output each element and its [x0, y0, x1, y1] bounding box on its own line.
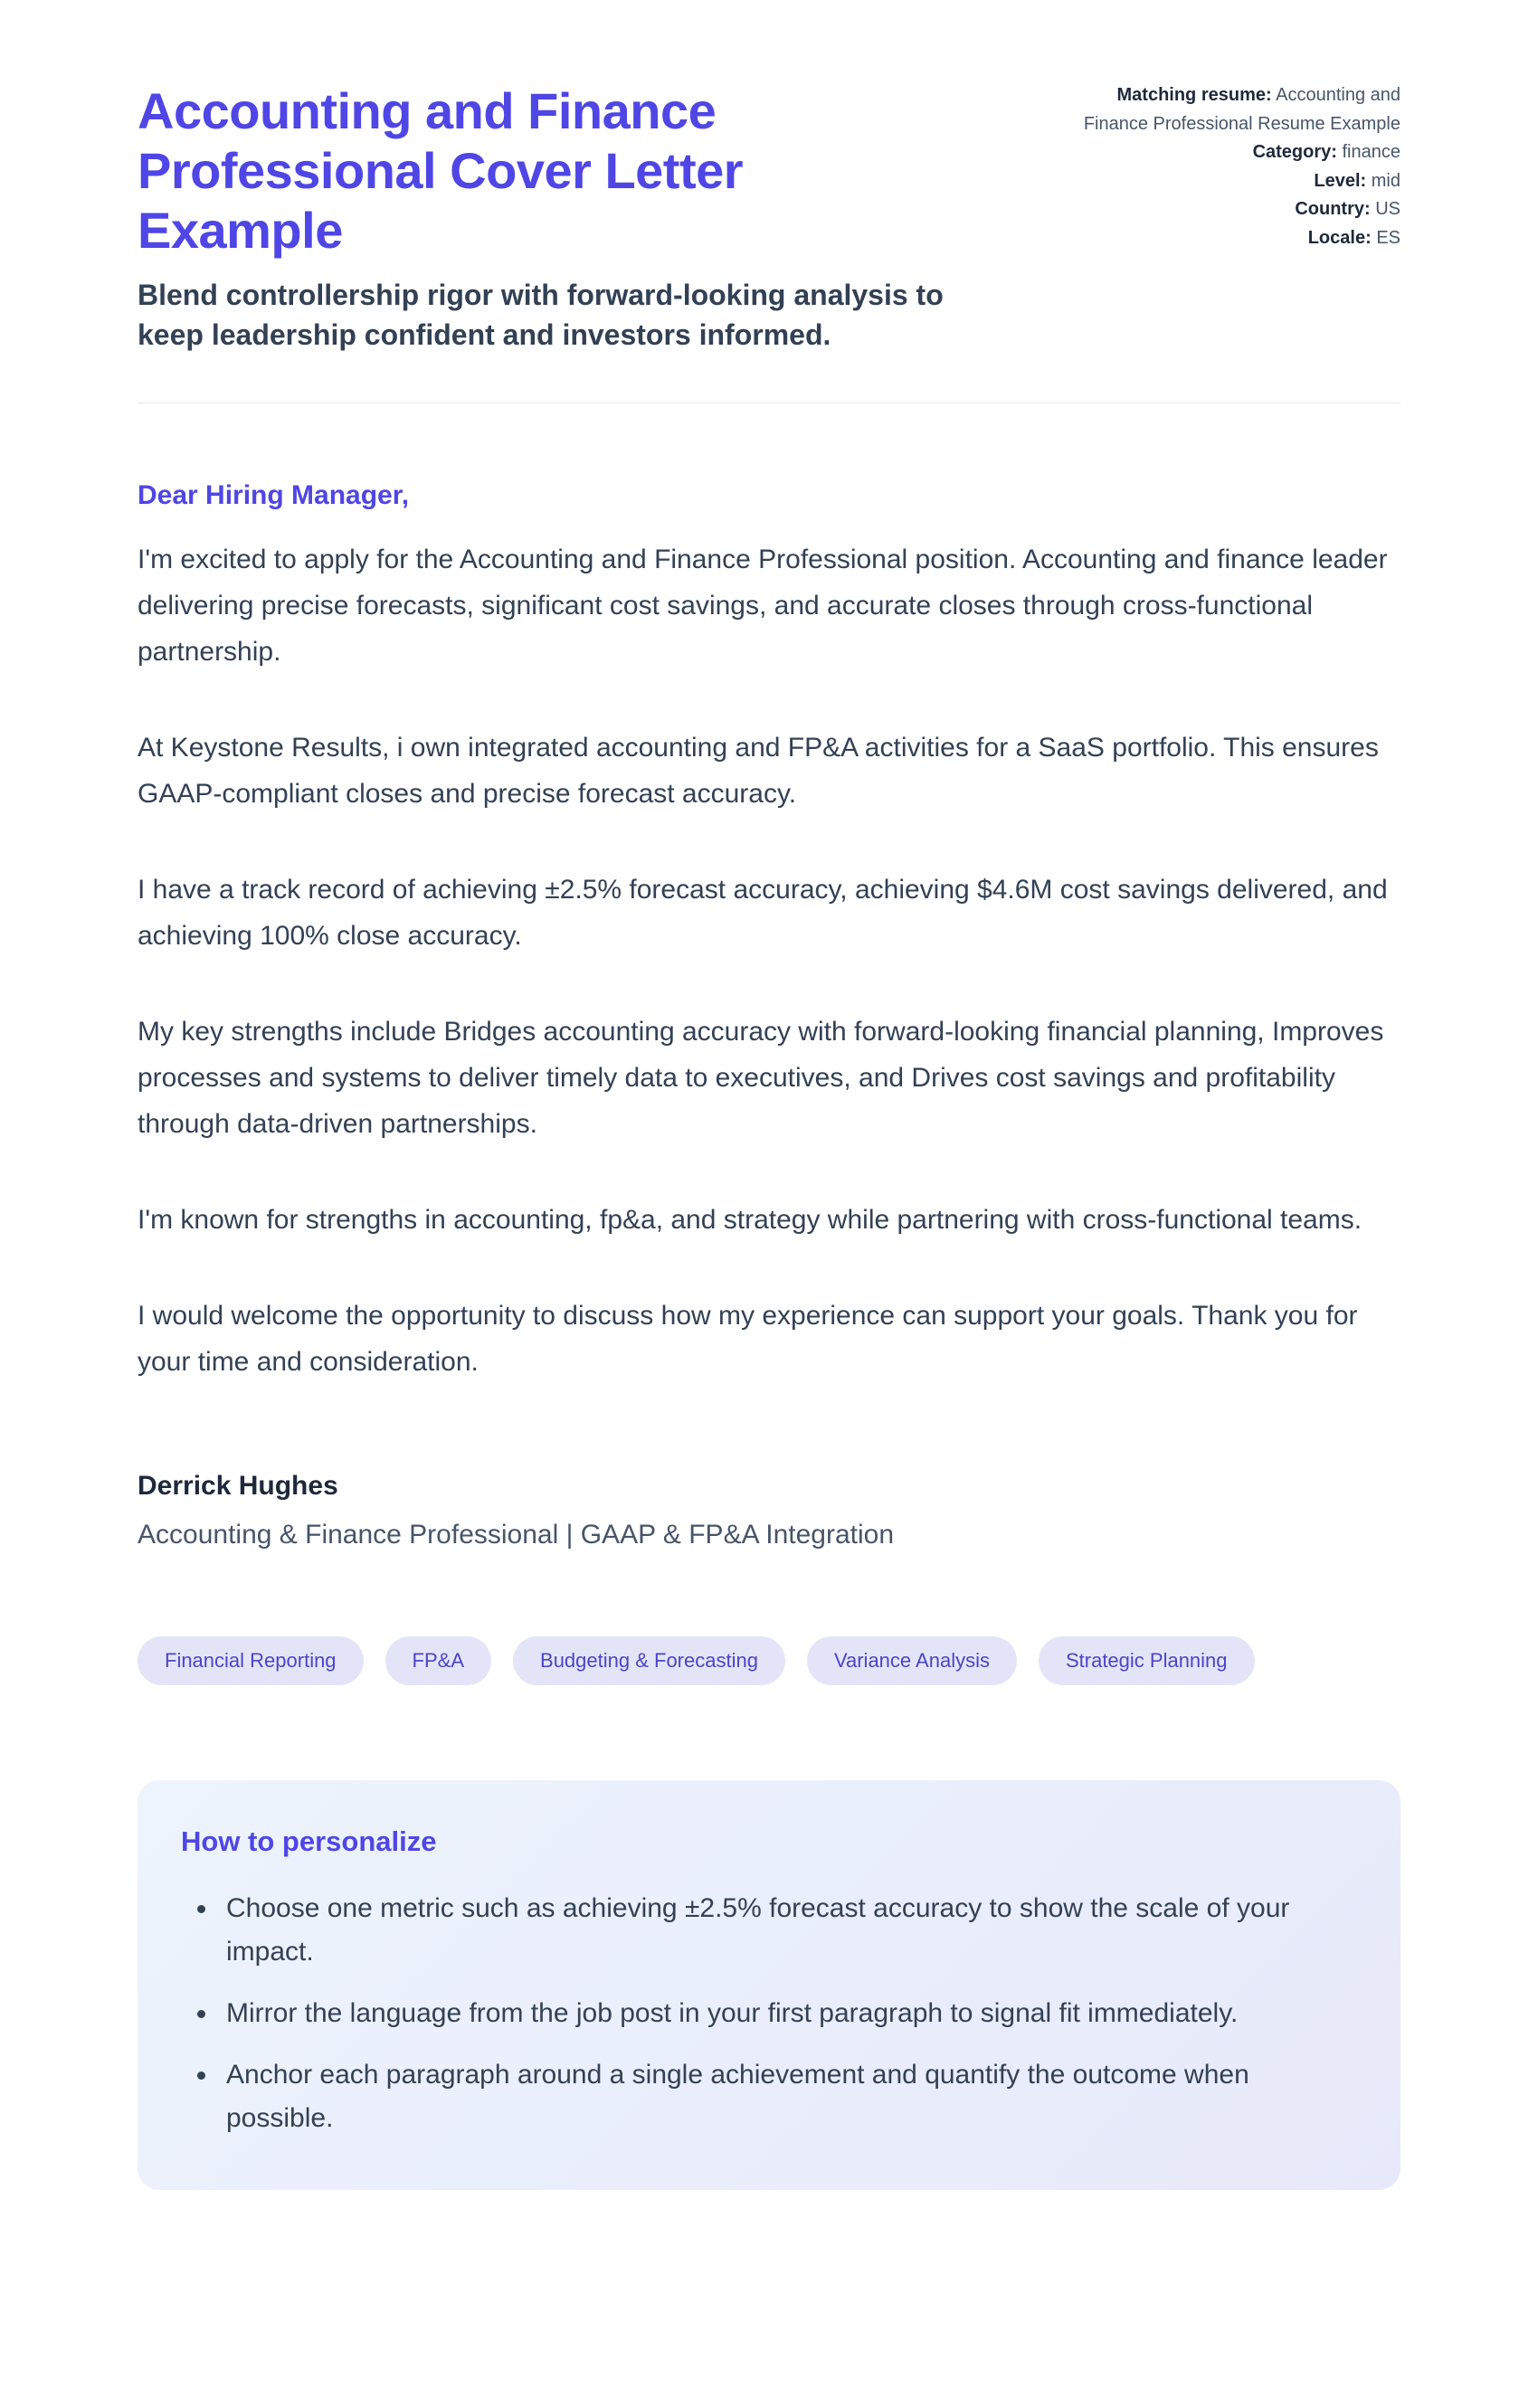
meta-row-country: [1048, 195, 1400, 224]
personalize-heading: How to personalize: [181, 1825, 437, 1857]
salutation: Dear Hiring Manager,: [138, 479, 410, 510]
skill-tag-fpa: FP&A: [385, 1636, 491, 1685]
meta-label: Level:: [1314, 170, 1367, 191]
skill-tag-variance-analysis: Variance Analysis: [807, 1636, 1017, 1685]
meta-value: finance: [1342, 142, 1400, 163]
skill-tag-financial-reporting: Financial Reporting: [138, 1636, 364, 1685]
page-title: Accounting and Finance Professional Cover Letter Example: [138, 82, 744, 260]
meta-value: ES: [1376, 227, 1400, 248]
personalize-tip: • Mirror the language from the job post in your first paragraph to signal fit immediately.: [219, 1992, 1351, 2035]
header-title-block: [138, 81, 952, 356]
letter-paragraph: I would welcome the opportunity to discuss how my experience can support your goals. Thank you for your time and consideration.: [138, 1300, 1358, 1377]
resume-meta: [1048, 81, 1400, 253]
meta-label: Category:: [1252, 142, 1337, 163]
meta-row-locale: [1048, 224, 1400, 253]
skill-tags: [138, 1636, 1400, 1685]
letter-paragraph: I'm known for strengths in accounting, fp&a, and strategy while partnering with cross-functional teams.: [138, 1204, 1362, 1235]
meta-row-level: [1048, 167, 1400, 196]
skill-tag-budgeting-forecasting: Budgeting & Forecasting: [513, 1636, 785, 1685]
letter-paragraph: I have a track record of achieving ±2.5% forecast accuracy, achieving $4.6M cost savings delivered, and achieving 100% close accuracy.: [138, 874, 1388, 951]
signature-name: Derrick Hughes: [138, 1470, 338, 1501]
signature-role: Accounting & Finance Professional | GAAP & FP&A Integration: [138, 1519, 895, 1550]
meta-value: mid: [1371, 170, 1400, 191]
letter-paragraph: My key strengths include Bridges accounting accuracy with forward-looking financial planning, Improves processes and systems to deliver timely data to executives, and Drives cost savings and profitability through data-driven partnerships.: [138, 1016, 1384, 1139]
personalize-tip: • Choose one metric such as achieving ±2.5% forecast accuracy to show the scale of your impact.: [219, 1887, 1351, 1974]
letter-paragraph: I'm excited to apply for the Accounting and Finance Professional position. Accounting and finance leader delivering precise forecasts, significant cost savings, and accurate closes through cross-functional partnership.: [138, 544, 1388, 667]
meta-row-category: [1048, 138, 1400, 167]
page-subtitle: Blend controllership rigor with forward-looking analysis to keep leadership confident and investors informed.: [138, 279, 944, 352]
page-header: [138, 81, 1400, 356]
personalize-card: [138, 1780, 1400, 2190]
meta-label: Country:: [1295, 199, 1371, 220]
signature-block: [138, 1471, 1400, 1550]
personalize-tip-list: [181, 1887, 1351, 2140]
personalize-tip: • Anchor each paragraph around a single achievement and quantify the outcome when possible.: [219, 2053, 1351, 2140]
meta-row-matching-resume: [1048, 81, 1400, 138]
meta-label: Locale:: [1307, 227, 1372, 248]
letter-paragraph: At Keystone Results, i own integrated accounting and FP&A activities for a SaaS portfolio. This ensures GAAP-compliant closes and precise forecast accuracy.: [138, 732, 1379, 809]
meta-value: US: [1375, 199, 1400, 220]
meta-label: Matching resume:: [1116, 85, 1272, 105]
letter-body: [138, 536, 1400, 1385]
meta-value: Accounting and Finance Professional Resume Example: [1083, 85, 1400, 134]
skill-tag-strategic-planning: Strategic Planning: [1039, 1636, 1255, 1685]
